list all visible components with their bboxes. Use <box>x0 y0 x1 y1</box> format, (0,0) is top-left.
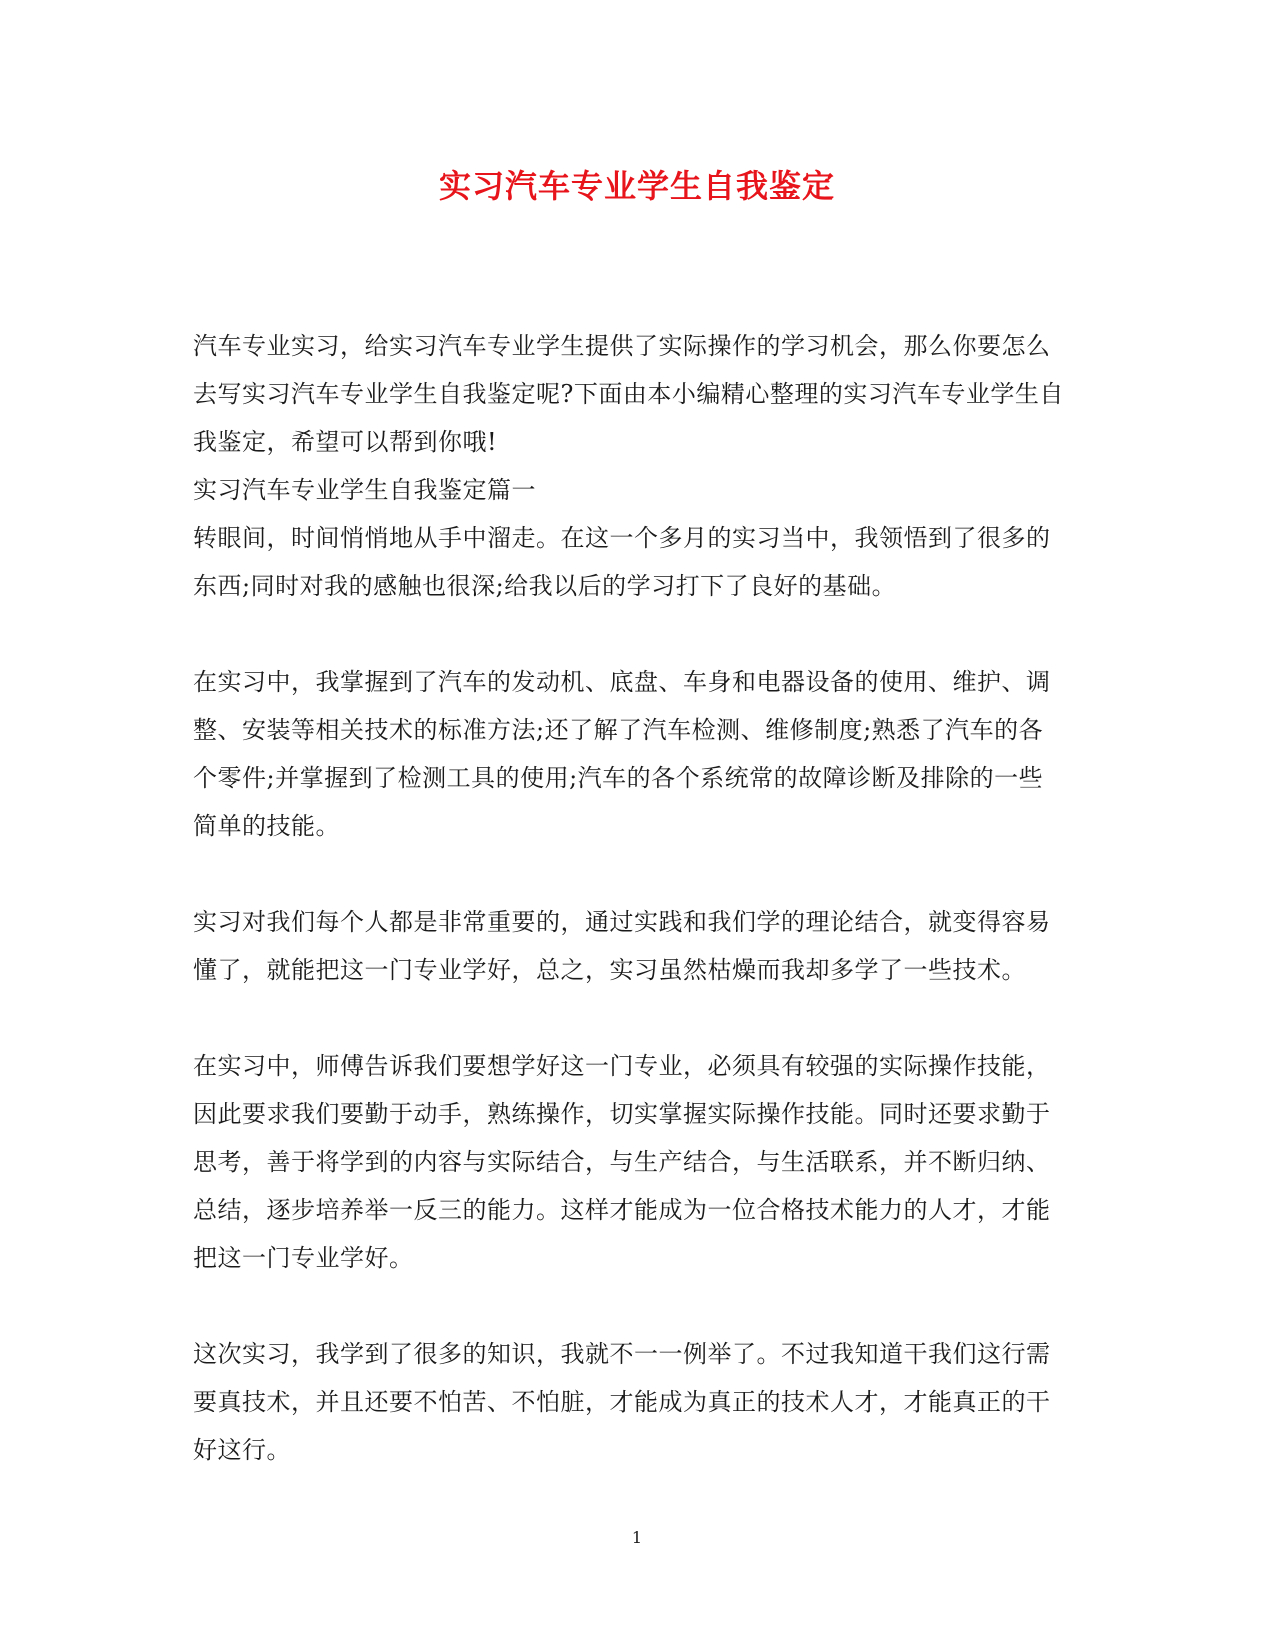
paragraph-line: 把这一门专业学好。 <box>193 1244 414 1272</box>
paragraph-line: 转眼间，时间悄悄地从手中溜走。在这一个多月的实习当中，我领悟到了很多的 <box>193 524 1051 552</box>
paragraph-line: 汽车专业实习，给实习汽车专业学生提供了实际操作的学习机会，那么你要怎么 <box>193 332 1051 360</box>
document-body <box>193 322 1083 1474</box>
paragraph-line: 我鉴定，希望可以帮到你哦! <box>193 428 498 456</box>
paragraph-gap <box>193 994 1083 1042</box>
paragraph-gap <box>193 850 1083 898</box>
paragraph-line: 在实习中，我掌握到了汽车的发动机、底盘、车身和电器设备的使用、维护、调 <box>193 668 1051 696</box>
paragraph-line: 实习对我们每个人都是非常重要的，通过实践和我们学的理论结合，就变得容易 <box>193 908 1051 936</box>
section-heading: 实习汽车专业学生自我鉴定篇一 <box>193 476 536 504</box>
page-number: 1 <box>631 1528 643 1547</box>
paragraph-gap <box>193 1282 1083 1330</box>
paragraph-line: 整、安装等相关技术的标准方法;还了解了汽车检测、维修制度;熟悉了汽车的各 <box>193 716 1044 744</box>
paragraph-line: 要真技术，并且还要不怕苦、不怕脏，才能成为真正的技术人才，才能真正的干 <box>193 1388 1051 1416</box>
paragraph-line: 懂了，就能把这一门专业学好，总之，实习虽然枯燥而我却多学了一些技术。 <box>193 956 1026 984</box>
paragraph-line: 去写实习汽车专业学生自我鉴定呢?下面由本小编精心整理的实习汽车专业学生自 <box>193 380 1064 408</box>
paragraph-line: 因此要求我们要勤于动手，熟练操作，切实掌握实际操作技能。同时还要求勤于 <box>193 1100 1051 1128</box>
paragraph-line: 个零件;并掌握到了检测工具的使用;汽车的各个系统常的故障诊断及排除的一些 <box>193 764 1044 792</box>
paragraph-line: 简单的技能。 <box>193 812 340 840</box>
paragraph-line: 在实习中，师傅告诉我们要想学好这一门专业，必须具有较强的实际操作技能， <box>193 1052 1051 1080</box>
paragraph-line: 总结，逐步培养举一反三的能力。这样才能成为一位合格技术能力的人才，才能 <box>193 1196 1051 1224</box>
paragraph-gap <box>193 610 1083 658</box>
paragraph-line: 好这行。 <box>193 1436 291 1464</box>
paragraph-line: 思考，善于将学到的内容与实际结合，与生产结合，与生活联系，并不断归纳、 <box>193 1148 1051 1176</box>
paragraph-line: 这次实习，我学到了很多的知识，我就不一一例举了。不过我知道干我们这行需 <box>193 1340 1051 1368</box>
paragraph-line: 东西;同时对我的感触也很深;给我以后的学习打下了良好的基础。 <box>193 572 897 600</box>
document-title: 实习汽车专业学生自我鉴定 <box>438 167 835 205</box>
